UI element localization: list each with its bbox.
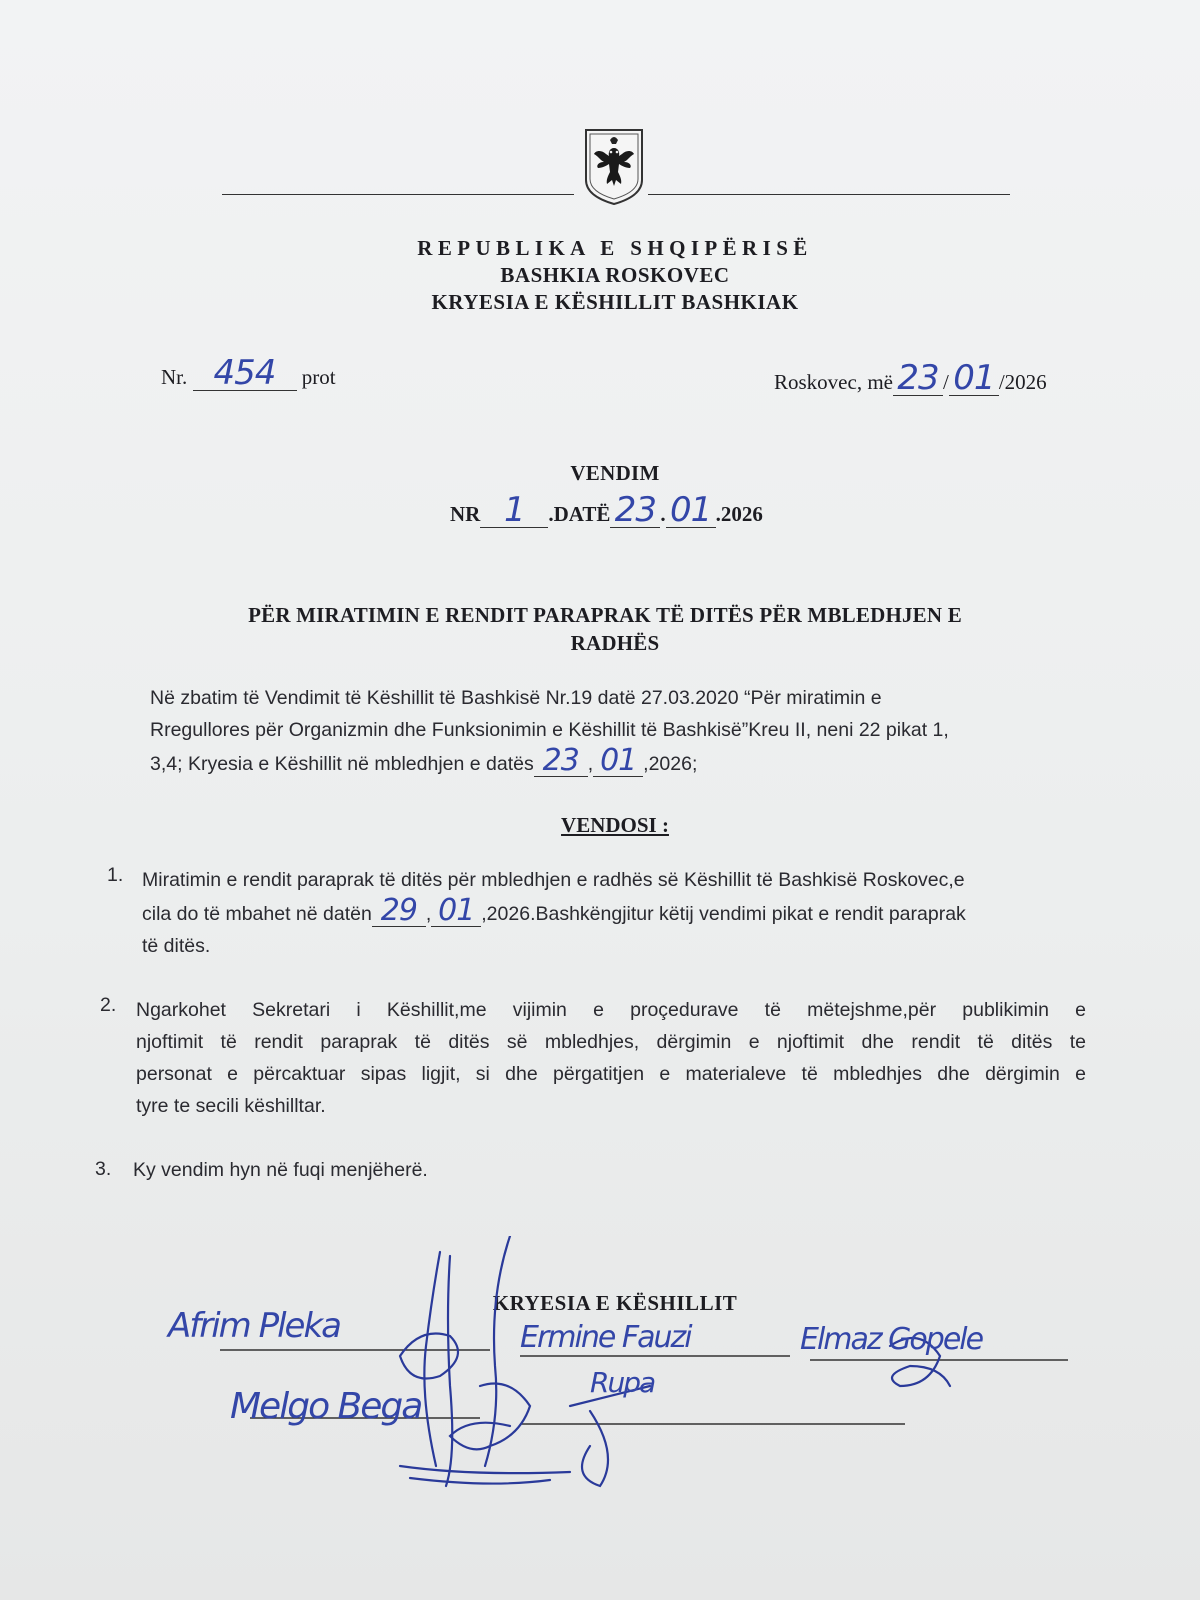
item-2-text	[136, 994, 1086, 1122]
preamble-day-handwritten: 23	[542, 743, 579, 778]
decision-day-field	[610, 490, 660, 530]
item-2-line-1: Ngarkohet Sekretari i Këshillit,me vijimin e proçedurave të mëtejshme,për publikimin e	[136, 999, 1086, 1021]
decision-year: .2026	[715, 502, 763, 526]
item-1-number: 1.	[107, 864, 124, 886]
preamble-month-field	[593, 743, 643, 778]
item-2-line-4: tyre te secili këshilltar.	[136, 1095, 326, 1117]
decision-nr-field	[480, 490, 548, 530]
item-1-line-2-end: ,2026.Bashkëngjitur këtij vendimi pikat e rendit paraprak	[481, 903, 966, 925]
preamble-comma: ,	[587, 753, 594, 775]
item-1-day-handwritten: 29	[380, 893, 417, 928]
header-republic: REPUBLIKA E SHQIPËRISË	[417, 236, 813, 260]
preamble-line-3	[150, 743, 1050, 780]
decision-day-handwritten: 23	[614, 490, 657, 530]
preamble-line-2: Rregullores për Organizmin dhe Funksionimin e Këshillit të Bashkisë”Kreu II, neni 22 pikat 1,	[150, 719, 949, 741]
item-2-line-3: personat e përcaktuar sipas ligjit, si dhe përgatitjen e materialeve të mbledhjes dhe dërgimin e	[136, 1063, 1086, 1085]
item-1-line-2-start: cila do të mbahet në datën	[142, 903, 372, 925]
decision-number-date	[450, 490, 763, 530]
preamble-line-3-start: 3,4; Kryesia e Këshillit në mbledhjen e datës	[150, 753, 534, 775]
decision-title: VENDIM	[570, 461, 660, 485]
nr-label: Nr.	[161, 365, 188, 389]
signature-area	[150, 1236, 1100, 1536]
decision-nr-label: NR	[450, 502, 481, 526]
place-date	[774, 358, 1047, 398]
place-label: Roskovec, më	[774, 370, 893, 394]
header-office: KRYESIA E KËSHILLIT BASHKIAK	[431, 290, 799, 314]
ref-day-handwritten: 23	[897, 358, 939, 398]
vendosi-label: VENDOSI :	[561, 813, 669, 837]
preamble	[150, 682, 1050, 780]
protocol-number-handwritten: 454	[213, 353, 276, 393]
item-2-number: 2.	[100, 994, 117, 1016]
subject-line-2: RADHËS	[570, 631, 660, 655]
decision-month-field	[666, 490, 716, 530]
item-3-text: Ky vendim hyn në fuqi menjëherë.	[133, 1159, 428, 1181]
ref-month-handwritten: 01	[953, 358, 995, 398]
subject-line-1: PËR MIRATIMIN E RENDIT PARAPRAK TË DITËS PËR MBLEDHJEN E	[248, 603, 962, 627]
item-1-month-handwritten: 01	[438, 893, 475, 928]
ref-month-field	[949, 358, 999, 398]
item-1-comma: ,	[425, 903, 432, 925]
preamble-line-3-end: ,2026;	[643, 753, 698, 775]
item-1-line-2	[142, 893, 1082, 930]
ref-year: /2026	[998, 370, 1047, 394]
preamble-day-field	[534, 743, 588, 778]
albania-coat-of-arms	[582, 126, 646, 206]
header-rule-left	[222, 194, 574, 195]
vendosi-heading	[0, 813, 1200, 838]
item-1-line-1: Miratimin e rendit paraprak të ditës për mbledhjen e radhës së Këshillit të Bashkisë Roskovec,e	[142, 869, 965, 891]
decision-date-label: .DATË	[548, 502, 611, 526]
decision-dot: .	[660, 502, 666, 526]
board-label: KRYESIA E KËSHILLIT	[492, 1291, 738, 1315]
signature-name-4: Melgo Bega	[230, 1386, 422, 1427]
ref-sep: /	[942, 370, 949, 394]
item-1-text	[142, 864, 1082, 962]
signature-name-3: Elmaz Gopele	[800, 1322, 983, 1357]
preamble-month-handwritten: 01	[600, 743, 637, 778]
signature-name-5: Rupa	[590, 1366, 655, 1399]
signature-name-1: Afrim Pleka	[168, 1306, 340, 1346]
header-municipality: BASHKIA ROSKOVEC	[500, 263, 730, 287]
decision-nr-handwritten: 1	[504, 490, 525, 530]
header-rule-right	[648, 194, 1010, 195]
decision-month-handwritten: 01	[670, 490, 712, 530]
protocol-number-field	[193, 353, 297, 393]
signature-name-2: Ermine Fauzi	[520, 1320, 691, 1355]
item-1-day-field	[372, 893, 426, 928]
item-2-line-2: njoftimit të rendit paraprak të ditës së mbledhjes, dërgimin e njoftimit dhe rendit të ditës te	[136, 1031, 1086, 1053]
item-3-number: 3.	[95, 1158, 112, 1180]
item-1-line-3: të ditës.	[142, 935, 211, 957]
item-1-month-field	[431, 893, 481, 928]
protocol-reference	[161, 353, 336, 393]
preamble-line-1: Në zbatim të Vendimit të Këshillit të Bashkisë Nr.19 datë 27.03.2020 “Për miratimin e	[150, 687, 882, 709]
prot-label: prot	[301, 365, 336, 389]
ref-day-field	[893, 358, 943, 398]
